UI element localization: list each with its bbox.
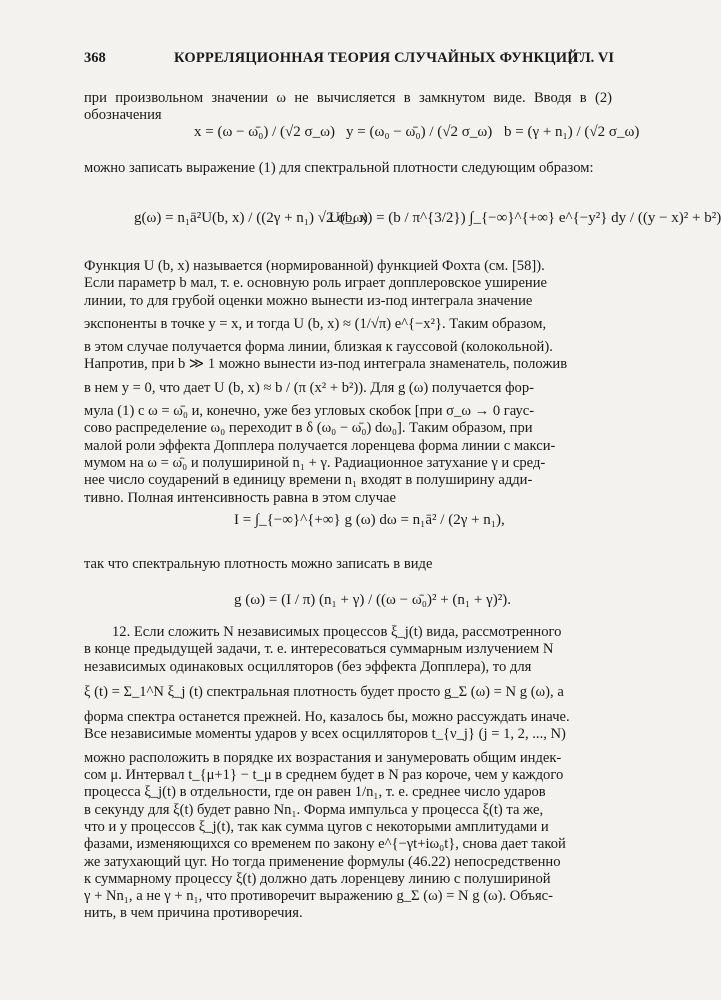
text-line: в этом случае получается форма линии, близкая к гауссовой (колокольной). <box>84 339 553 356</box>
text-line: Напротив, при b ≫ 1 можно вынести из-под интеграла знаменатель, положив <box>84 356 568 373</box>
paragraph-problem-12 <box>84 624 612 923</box>
text-line: так что спектральную плотность можно записать в виде <box>84 556 433 572</box>
page-number: 368 <box>84 50 106 66</box>
paragraph-intro <box>84 90 612 125</box>
text-line: мула (1) с ω = ω̄₀ и, конечно, уже без угловых скобок [при σ_ω → 0 гаус- <box>84 403 535 420</box>
text-line: можно расположить в порядке их возрастания и занумеровать общим индек- <box>84 749 562 766</box>
text-line: линии, то для грубой оценки можно вынести из-под интеграла значение <box>84 292 533 309</box>
eq-u-bx: U(b, x) = (b / π^{3/2}) ∫_{−∞}^{+∞} e^{−y²} dy / ((y − x)² + b²) <box>329 210 721 226</box>
paragraph-spectral <box>84 160 612 177</box>
text-line: Все независимые моменты ударов у всех осцилляторов t_{ν_j} (j = 1, 2, ..., N) <box>84 726 566 743</box>
eq-g-omega: g(ω) = n₁ā²U(b, x) / ((2γ + n₁) √2 σ_ω) <box>134 210 368 226</box>
text-line: независимых одинаковых осцилляторов (без эффекта Допплера), то для <box>84 658 532 675</box>
text-line: мумом на ω = ω̄₀ и полушириной n₁ + γ. Радиационное затухание γ и сред- <box>84 454 546 471</box>
running-header <box>84 50 614 72</box>
eq-intensity: I = ∫_{−∞}^{+∞} g (ω) dω = n₁ā² / (2γ + n₁), <box>234 512 505 528</box>
text-line: экспоненты в точке y = x, и тогда U (b, x) ≈ (1/√π) e^{−x²}. Таким образом, <box>84 315 547 332</box>
equation-intensity <box>84 512 612 556</box>
text-line: фазами, изменяющихся со временем по закону e^{−γt+iω₀t}, снова дает такой <box>84 836 566 853</box>
text-line: к суммарному процессу ξ(t) должно дать лоренцеву линию с полушириной <box>84 870 551 887</box>
text-line: форма спектра останется прежней. Но, казалось бы, можно рассуждать иначе. <box>84 709 570 726</box>
text-line: нее число соударений в единицу времени n₁ входят в полуширину адди- <box>84 472 533 489</box>
eq-b: b = (γ + n₁) / (√2 σ_ω) <box>504 124 640 140</box>
eq-x: x = (ω − ω̄₀) / (√2 σ_ω) <box>194 124 335 140</box>
paragraph-voigt-discussion <box>84 258 612 507</box>
text-line: в конце предыдущей задачи, т. е. интересоваться суммарным излучением N <box>84 641 554 658</box>
text-line: сом μ. Интервал t_{μ+1} − t_μ в среднем будет в N раз короче, чем у каждого <box>84 767 564 784</box>
text-line: Функция U (b, x) называется (нормированной) функцией Фохта (см. [58]). <box>84 258 545 274</box>
text-line: Если параметр b мал, т. е. основную роль играет допплеровское уширение <box>84 275 548 292</box>
text-line: процесса ξ_j(t) в отдельности, где он равен 1/n₁, т. е. среднее число ударов <box>84 784 546 801</box>
text-line: при произвольном значении ω не вычисляется в замкнутом виде. Вводя в (2) обозначения <box>84 90 612 124</box>
paragraph-spectral-form <box>84 556 612 573</box>
chapter-label: [ГЛ. VI <box>567 50 614 66</box>
text-line: в секунду для ξ(t) будет равно Nn₁. Форма импульса у процесса ξ(t) та же, <box>84 801 544 818</box>
text-line: сово распределение ω₀ переходит в δ (ω₀ − ω̄₀) dω₀]. Таким образом, при <box>84 420 533 437</box>
text-line: γ + Nn₁, а не γ + n₁, что противоречит выражению g_Σ (ω) = N g (ω). Объяс- <box>84 888 554 905</box>
text-line: в нем y = 0, что дает U (b, x) ≈ b / (π (x² + b²)). Для g (ω) получается фор- <box>84 379 534 396</box>
text-line: ξ (t) = Σ_1^N ξ_j (t) спектральная плотность будет просто g_Σ (ω) = N g (ω), а <box>84 683 564 700</box>
text-line: малой роли эффекта Допплера получается лоренцева форма линии с макси- <box>84 437 556 454</box>
eq-y: y = (ω₀ − ω̄₀) / (√2 σ_ω) <box>346 124 493 140</box>
text-line: тивно. Полная интенсивность равна в этом случае <box>84 489 396 506</box>
text-line: же затухающий цуг. Но тогда применение формулы (46.22) непосредственно <box>84 853 561 870</box>
text-line: 12. Если сложить N независимых процессов ξ_j(t) вида, рассмотренного <box>112 624 562 640</box>
header-title: КОРРЕЛЯЦИОННАЯ ТЕОРИЯ СЛУЧАЙНЫХ ФУНКЦИЙ <box>174 50 579 66</box>
text-line: нить, в чем причина противоречия. <box>84 905 303 922</box>
equation-voigt <box>84 210 721 254</box>
eq-lorentz: g (ω) = (I / π) (n₁ + γ) / ((ω − ω̄₀)² + (n₁ + γ)²). <box>234 592 511 608</box>
text-line: что и у процессов ξ_j(t), так как сумма цугов с некоторыми амплитудами и <box>84 818 549 835</box>
text-line: можно записать выражение (1) для спектральной плотности следующим образом: <box>84 160 594 176</box>
